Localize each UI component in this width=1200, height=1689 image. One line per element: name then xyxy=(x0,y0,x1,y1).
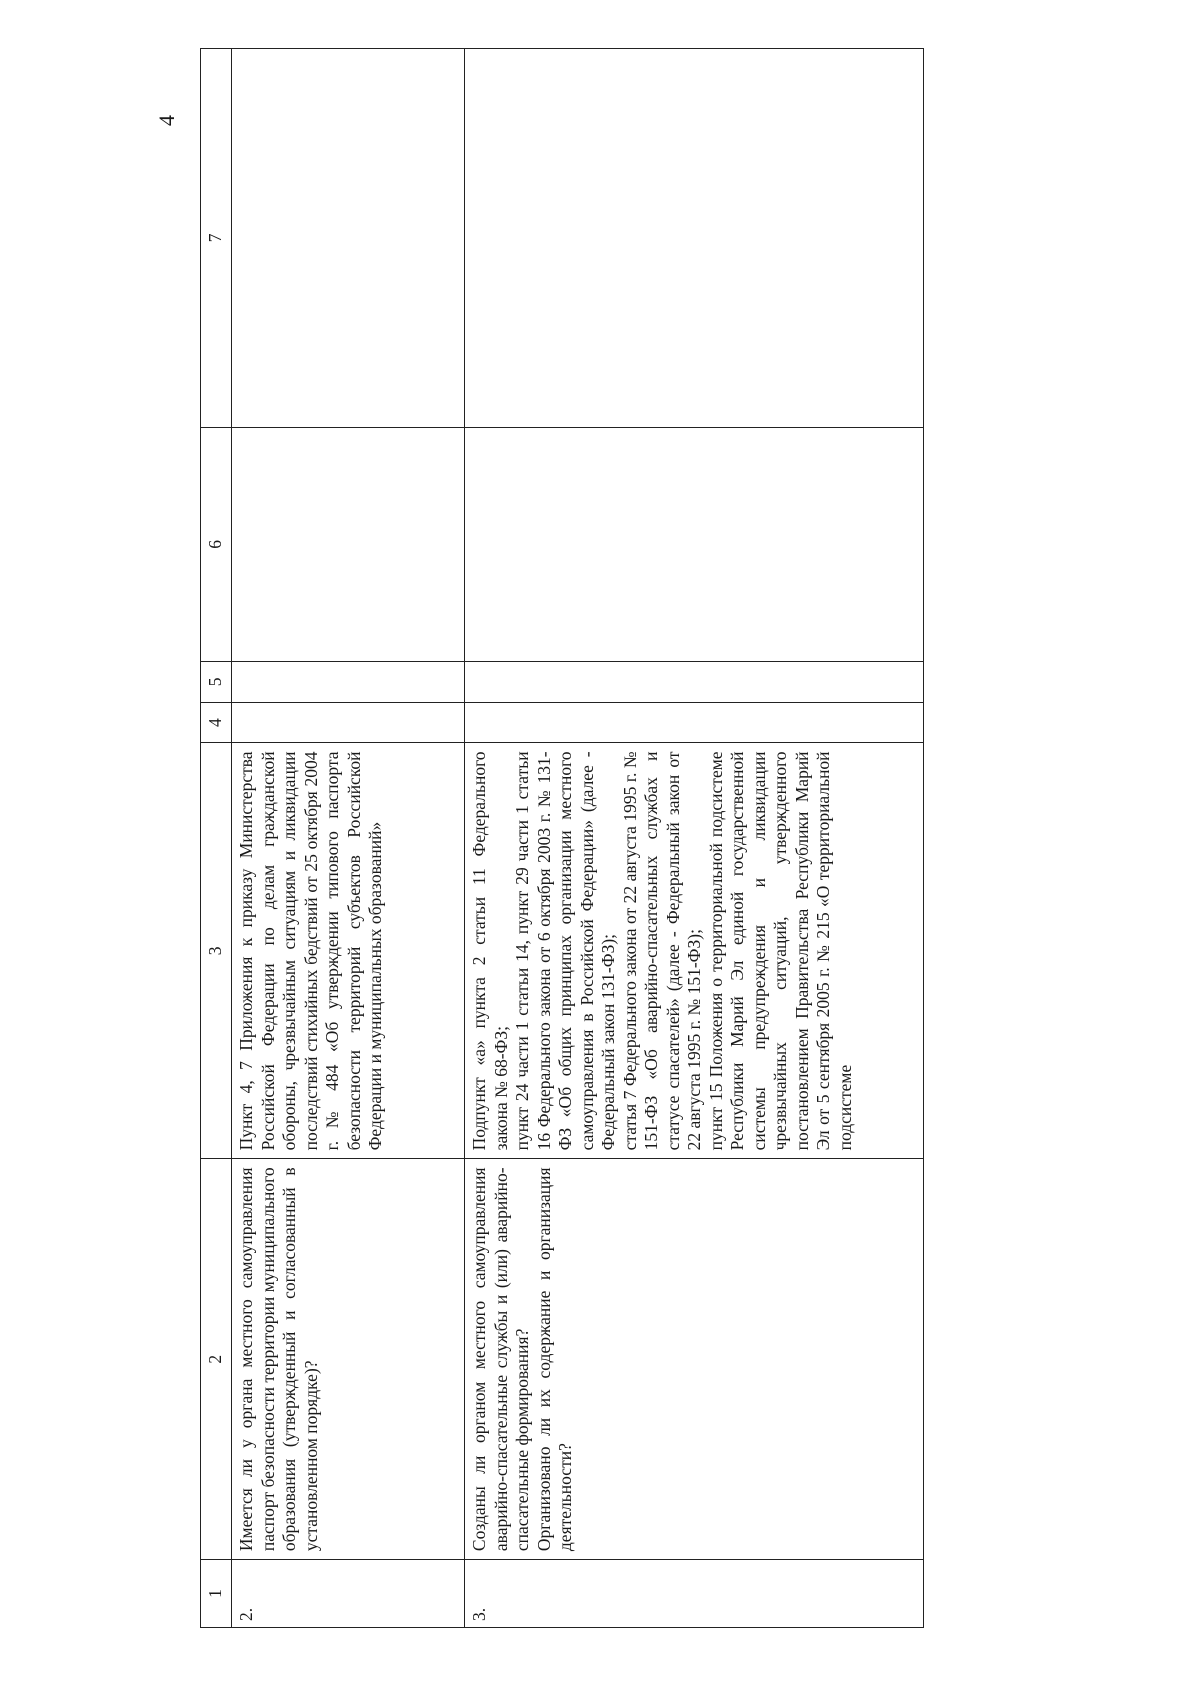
basis-line: пункт 15 Положения о территориальной подсистеме Республики Марий Эл единой государственной системы предупреждения и ликвидации чрезвычайных ситуаций, утвержденного постановлением Правительства Республики Марий Эл от 5 сентября 2005 г. № 215 «О территориальной подсистеме xyxy=(705,751,855,1151)
header-col-5: 5 xyxy=(201,661,232,702)
basis-line: пункт 24 части 1 статьи 14, пункт 29 части 1 статьи 16 Федерального закона от 6 октября 2003 г. № 131-ФЗ «Об общих принципах организации местного самоуправления в Российской Федерации» (далее - Федеральный закон 131-ФЗ); xyxy=(512,751,619,1151)
legal-basis-cell xyxy=(465,743,924,1159)
cell-col-5 xyxy=(465,661,924,702)
basis-line: Подпункт «а» пункта 2 статьи 11 Федерального закона № 68-ФЗ; xyxy=(469,751,511,1151)
question-line: Организовано ли их содержание и организация деятельности? xyxy=(533,1167,576,1552)
row-number: 2. xyxy=(232,1560,465,1628)
question-line: Созданы ли органом местного самоуправления аварийно-спасательные службы и (или) аварийно-спасательные формирования? xyxy=(469,1167,533,1552)
legal-basis-cell: Пункт 4, 7 Приложения к приказу Министерства Российской Федерации по делам гражданской обороны, чрезвычайным ситуациям и ликвидации последствий стихийных бедствий от 25 октября 2004 г. № 484 «Об утверждении типового паспорта безопасности территорий субъектов Российской Федерации и муниципальных образований» xyxy=(232,743,465,1159)
header-col-7: 7 xyxy=(201,49,232,428)
rotated-table-page xyxy=(200,48,1130,1628)
cell-col-7 xyxy=(465,49,924,428)
basis-line: статья 7 Федерального закона от 22 августа 1995 г. № 151-ФЗ «Об аварийно-спасательных службах и статусе спасателей» (далее - Федеральный закон от 22 августа 1995 г. № 151-ФЗ); xyxy=(619,751,705,1151)
header-col-1: 1 xyxy=(201,1560,232,1628)
header-col-6: 6 xyxy=(201,427,232,661)
question-cell: Имеется ли у органа местного самоуправления паспорт безопасности территории муниципального образования (утвержденный и согласованный в установленном порядке)? xyxy=(232,1159,465,1560)
question-cell xyxy=(465,1159,924,1560)
table-row xyxy=(232,49,465,1628)
row-number: 3. xyxy=(465,1560,924,1628)
cell-col-4 xyxy=(232,702,465,743)
cell-col-4 xyxy=(465,702,924,743)
header-col-3: 3 xyxy=(201,743,232,1159)
cell-col-7 xyxy=(232,49,465,428)
header-col-4: 4 xyxy=(201,702,232,743)
header-col-2: 2 xyxy=(201,1159,232,1560)
header-row xyxy=(201,49,232,1628)
cell-col-5 xyxy=(232,661,465,702)
cell-col-6 xyxy=(232,427,465,661)
cell-col-6 xyxy=(465,427,924,661)
table-row xyxy=(465,49,924,1628)
page-number: 4 xyxy=(154,115,179,126)
inspection-table xyxy=(200,48,924,1628)
